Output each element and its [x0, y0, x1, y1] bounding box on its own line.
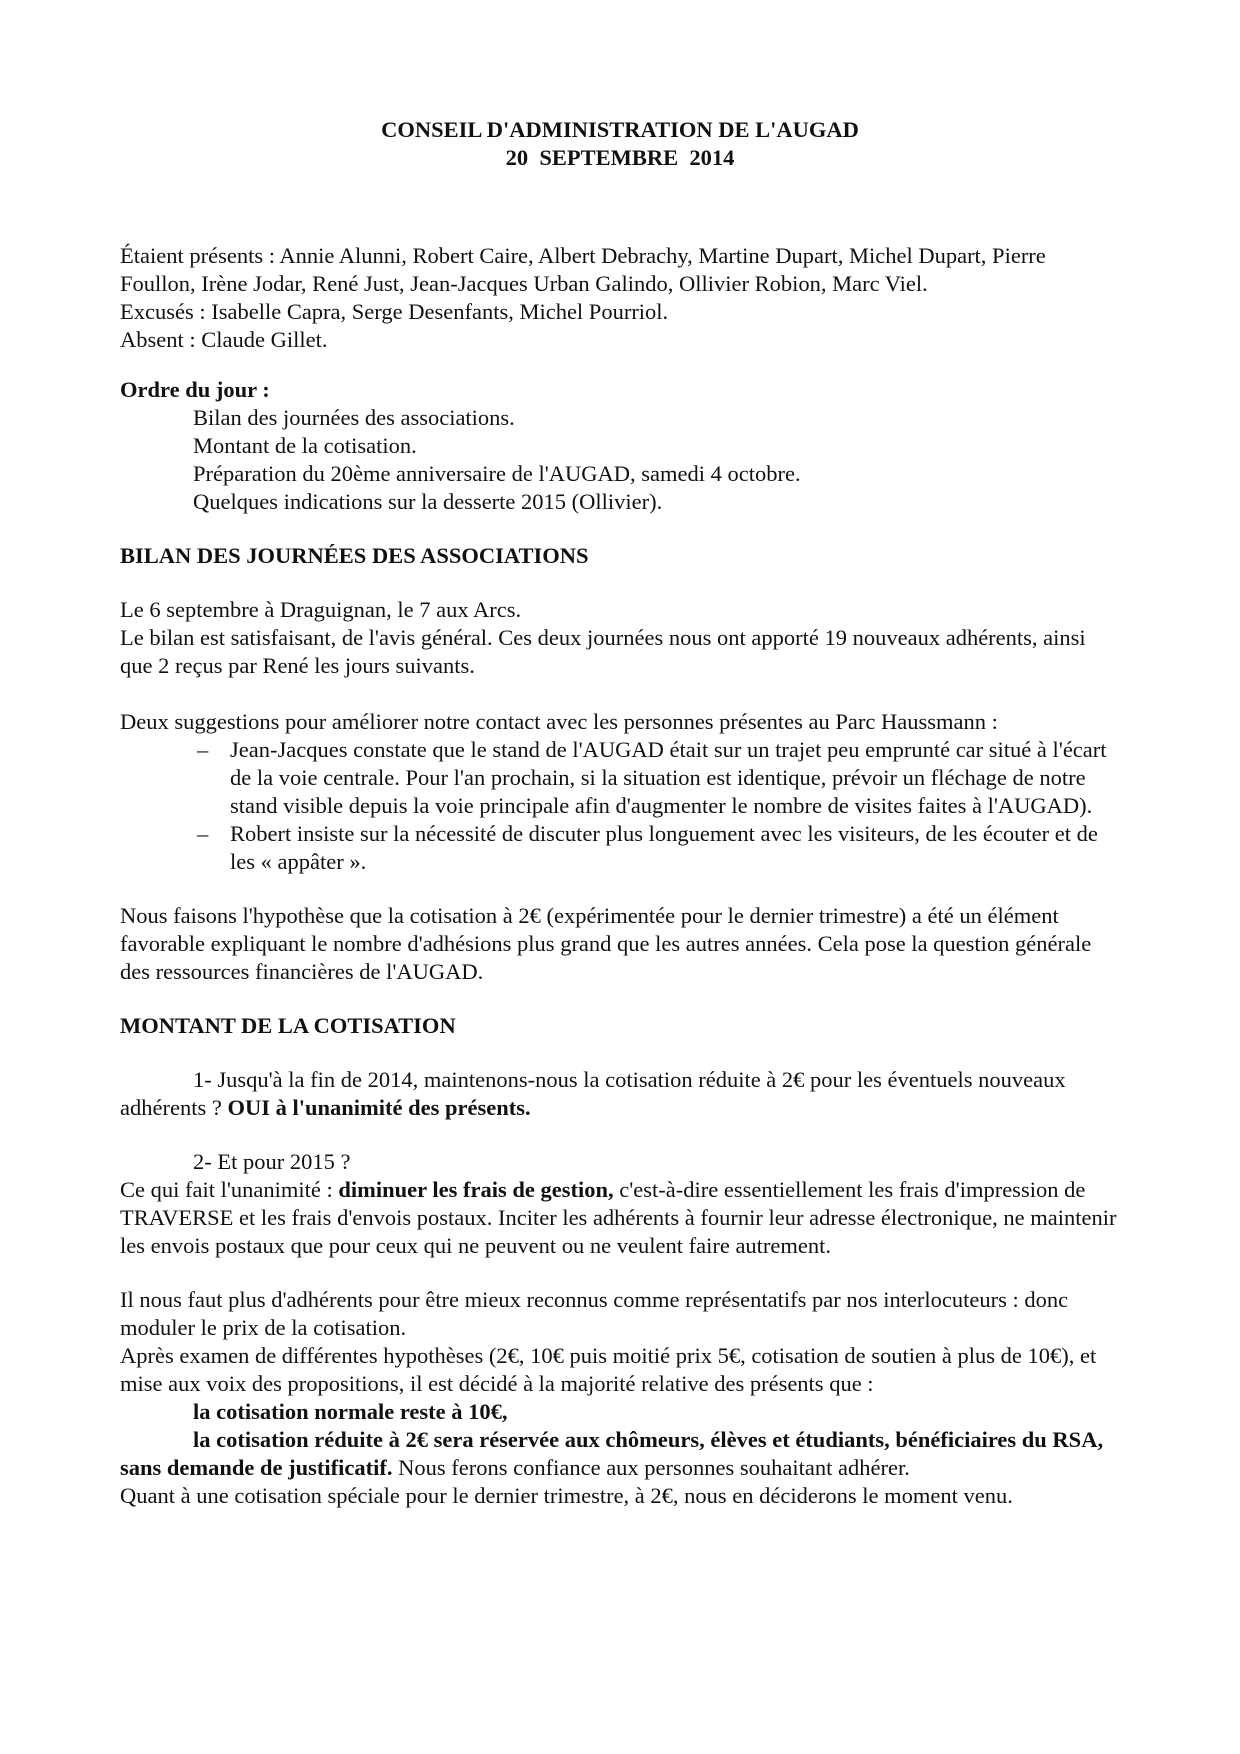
list-item: [193, 820, 1120, 876]
unanimity-detail: c'est-à-dire essentiellement les frais d'impression de TRAVERSE et les frais d'envois postaux. Inciter les adhérents à fournir leur adresse électronique, ne maintenir les envois postaux que pour ceux qui ne peuvent ou ne veulent faire autrement.: [120, 1177, 1117, 1258]
dash-bullet: –: [197, 821, 209, 846]
section-heading-bilan: BILAN DES JOURNÉES DES ASSOCIATIONS: [120, 543, 589, 568]
question-1: [120, 1066, 1120, 1122]
title-line-2: 20 SEPTEMBRE 2014: [505, 145, 735, 170]
decision-normal: la cotisation normale reste à 10€,: [193, 1399, 508, 1424]
agenda-item: Quelques indications sur la desserte 2015 (Ollivier).: [193, 489, 663, 514]
unanimity-lead: Ce qui fait l'unanimité :: [120, 1177, 339, 1202]
attendees-present: Étaient présents : Annie Alunni, Robert Caire, Albert Debrachy, Martine Dupart, Michel Dupart, Pierre Foullon, Irène Jodar, René Just, Jean-Jacques Urban Galindo, Ollivier Robion, Marc Viel.: [120, 243, 1046, 296]
representation-paragraph: Il nous faut plus d'adhérents pour être mieux reconnus comme représentatifs par nos interlocuteurs : donc moduler le prix de la cotisation.: [120, 1287, 1069, 1340]
dash-bullet: –: [197, 737, 209, 762]
attendees-absent: Absent : Claude Gillet.: [120, 327, 328, 352]
bilan-summary: Le bilan est satisfaisant, de l'avis général. Ces deux journées nous ont apporté 19 nouveaux adhérents, ainsi que 2 reçus par René les jours suivants.: [120, 625, 1086, 678]
decision-reduced: [120, 1426, 1120, 1482]
suggestion-text: Robert insiste sur la nécessité de discuter plus longuement avec les visiteurs, de les écouter et de les « appâter ».: [230, 821, 1098, 874]
unanimity-paragraph: [120, 1176, 1120, 1260]
bilan-dates: Le 6 septembre à Draguignan, le 7 aux Arcs.: [120, 597, 522, 622]
special-cotisation-note: Quant à une cotisation spéciale pour le dernier trimestre, à 2€, nous en déciderons le moment venu.: [120, 1483, 1013, 1508]
attendees-excused: Excusés : Isabelle Capra, Serge Desenfants, Michel Pourriol.: [120, 299, 669, 324]
agenda-item: Préparation du 20ème anniversaire de l'AUGAD, samedi 4 octobre.: [193, 461, 801, 486]
suggestions-intro: Deux suggestions pour améliorer notre contact avec les personnes présentes au Parc Haussmann :: [120, 709, 998, 734]
question-1-text: 1- Jusqu'à la fin de 2014, maintenons-nous la cotisation réduite à 2€ pour les éventuels nouveaux adhérents ?: [120, 1067, 1066, 1120]
title-line-1: CONSEIL D'ADMINISTRATION DE L'AUGAD: [381, 117, 859, 142]
section-heading-cotisation: MONTANT DE LA COTISATION: [120, 1013, 456, 1038]
suggestion-text: Jean-Jacques constate que le stand de l'AUGAD était sur un trajet peu emprunté car situé à l'écart de la voie centrale. Pour l'an prochain, si la situation est identique, prévoir un fléchage de notre stand visible depuis la voie principale afin d'augmenter le nombre de visites faites à l'AUGAD).: [230, 737, 1107, 818]
question-1-answer: OUI à l'unanimité des présents.: [227, 1095, 531, 1120]
list-item: [193, 736, 1120, 820]
agenda-item: Montant de la cotisation.: [193, 433, 417, 458]
question-2: 2- Et pour 2015 ?: [193, 1149, 351, 1174]
agenda-title: Ordre du jour :: [120, 377, 270, 402]
unanimity-decision: diminuer les frais de gestion,: [338, 1177, 614, 1202]
agenda-list: [120, 404, 1120, 516]
agenda-item: Bilan des journées des associations.: [193, 405, 515, 430]
suggestions-list: [120, 736, 1120, 876]
decision-reduced-tail: Nous ferons confiance aux personnes souhaitant adhérer.: [392, 1455, 910, 1480]
decision-reduced-text: la cotisation réduite à 2€ sera réservée aux chômeurs, élèves et étudiants, bénéficiaires du RSA, sans demande de justificatif.: [120, 1427, 1104, 1480]
hypothesis-paragraph: Nous faisons l'hypothèse que la cotisation à 2€ (expérimentée pour le dernier trimestre) a été un élément favorable expliquant le nombre d'adhésions plus grand que les autres années. Cela pose la question générale des ressources financières de l'AUGAD.: [120, 903, 1092, 984]
document-title: [120, 116, 1120, 172]
vote-paragraph: Après examen de différentes hypothèses (2€, 10€ puis moitié prix 5€, cotisation de soutien à plus de 10€), et mise aux voix des propositions, il est décidé à la majorité relative des présents que :: [120, 1343, 1097, 1396]
